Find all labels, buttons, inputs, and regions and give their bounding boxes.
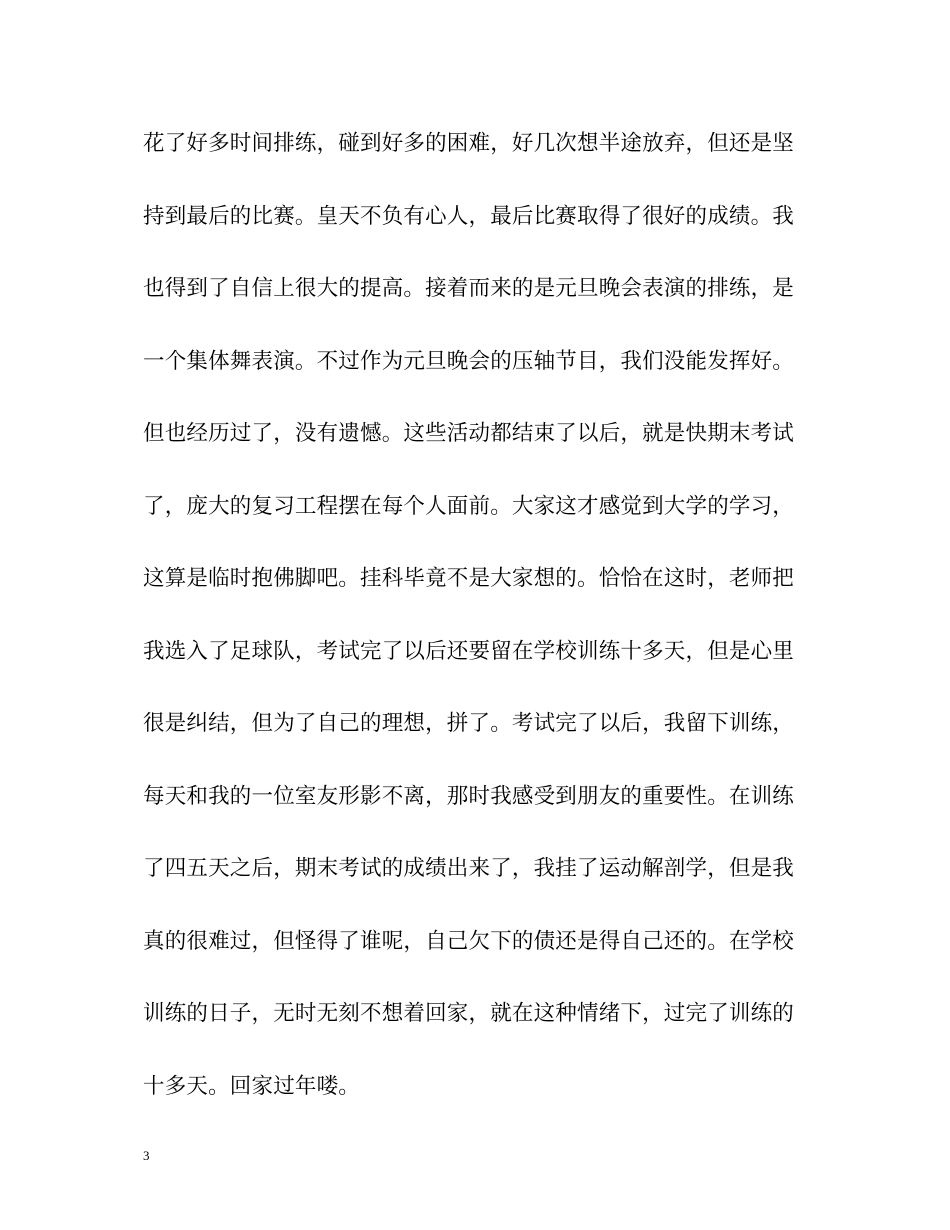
text-line: 很是纠结，但为了自己的理想，拼了。考试完了以后，我留下训练， (143, 711, 795, 736)
text-line: 但也经历过了，没有遗憾。这些活动都结束了以后，就是快期末考试 (143, 421, 795, 446)
text-line: 真的很难过，但怪得了谁呢，自己欠下的债还是得自己还的。在学校 (143, 928, 795, 954)
text-line: 每天和我的一位室友形影不离，那时我感受到朋友的重要性。在训练 (143, 783, 795, 809)
page-number: 3 (143, 1148, 150, 1163)
body-paragraph (143, 124, 803, 1139)
text-line: 持到最后的比赛。皇天不负有心人，最后比赛取得了很好的成绩。我 (143, 203, 795, 229)
text-line: 我选入了足球队，考试完了以后还要留在学校训练十多天，但是心里 (143, 638, 795, 664)
text-line: 一个集体舞表演。不过作为元旦晚会的压轴节目，我们没能发挥好。 (143, 348, 795, 374)
text-line: 花了好多时间排练，碰到好多的困难，好几次想半途放弃，但还是坚 (143, 131, 795, 156)
text-line: 了四五天之后，期末考试的成绩出来了，我挂了运动解剖学，但是我 (143, 856, 795, 881)
text-line: 了，庞大的复习工程摆在每个人面前。大家这才感觉到大学的学习， (143, 493, 795, 519)
text-line: 这算是临时抱佛脚吧。挂科毕竟不是大家想的。恰恰在这时，老师把 (143, 566, 795, 591)
text-line: 也得到了自信上很大的提高。接着而来的是元旦晚会表演的排练，是 (143, 276, 795, 301)
text-line: 训练的日子，无时无刻不想着回家，就在这种情绪下，过完了训练的 (143, 1001, 795, 1026)
text-line: 十多天。回家过年喽。 (143, 1073, 361, 1099)
